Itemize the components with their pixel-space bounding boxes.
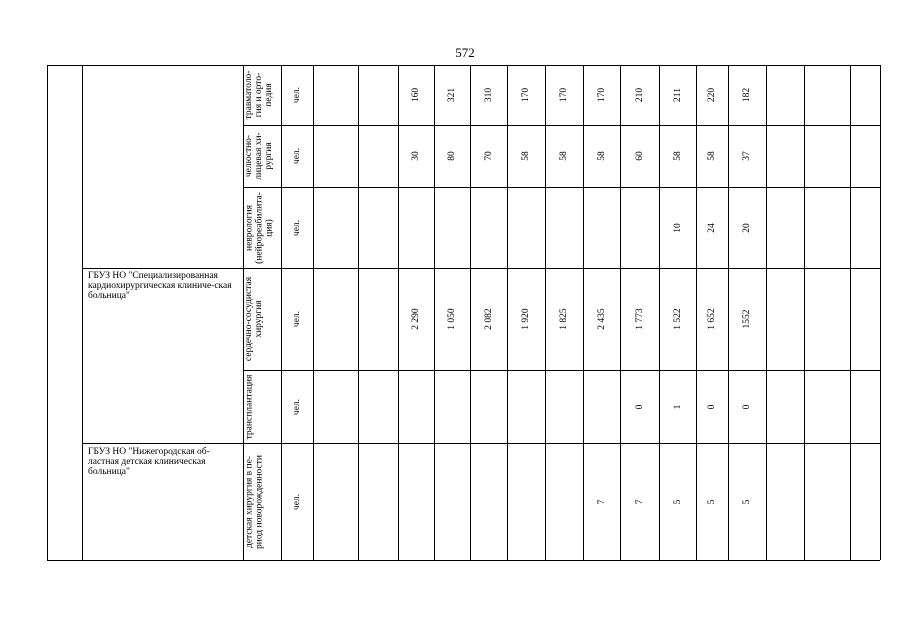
table-cell: 58 <box>521 151 531 161</box>
row-separator <box>82 268 880 269</box>
table-cell: 58 <box>559 151 569 161</box>
table-cell: 220 <box>707 87 717 103</box>
table-cell: 5 <box>707 499 717 504</box>
table-cell: 10 <box>672 222 683 233</box>
table-cell: 0 <box>634 404 645 409</box>
column-line <box>398 65 399 560</box>
profile-label: трансплантация <box>244 374 254 439</box>
profile-label: неврология (нейрореабилита-ция) <box>244 191 274 264</box>
column-line <box>434 65 435 560</box>
table-cell: 321 <box>447 87 457 103</box>
column-line <box>507 65 508 560</box>
profile-label: детская хирургия в пе-риод новорожденности <box>244 454 264 549</box>
column-line <box>804 65 805 560</box>
table-cell: 7 <box>596 499 607 504</box>
unit-label: чел. <box>292 219 302 236</box>
row-separator <box>82 443 880 444</box>
table-border-bottom <box>47 560 880 561</box>
table-cell: 1552 <box>742 309 752 329</box>
table-cell: 24 <box>707 222 717 233</box>
column-line <box>728 65 729 560</box>
table-cell: 1 050 <box>447 308 457 330</box>
unit-label: чел. <box>292 147 302 165</box>
table-cell: 1 825 <box>559 308 569 330</box>
table-cell: 170 <box>521 87 531 103</box>
table-cell: 1 773 <box>634 308 645 330</box>
unit-label: чел. <box>292 493 302 510</box>
column-line <box>620 65 621 560</box>
column-line <box>696 65 697 560</box>
table-cell: 80 <box>447 151 457 161</box>
table-cell: 1 652 <box>707 308 717 330</box>
institution-name: ГБУЗ НО "Специализированная кардиохирургическая клиниче-ская больница" <box>88 271 232 301</box>
table-cell: 310 <box>483 87 494 103</box>
table-cell: 1 <box>672 404 683 409</box>
table-cell: 170 <box>596 87 607 103</box>
profile-label: челюстно-лицевая хи-рургия <box>244 132 274 180</box>
table-cell: 7 <box>634 499 645 504</box>
table-cell: 1 920 <box>521 308 531 330</box>
column-line <box>470 65 471 560</box>
table-cell: 0 <box>707 404 717 409</box>
table-cell: 30 <box>411 151 421 161</box>
page-number: 572 <box>455 45 475 60</box>
table-cell: 2 435 <box>596 308 607 330</box>
table-cell: 60 <box>634 151 645 161</box>
profile-label: травматоло-гия и орто-педия <box>244 70 274 120</box>
unit-label: чел. <box>292 86 302 104</box>
table-border-top <box>47 65 880 66</box>
column-line <box>766 65 767 560</box>
table-cell: 182 <box>742 87 752 103</box>
unit-label: чел. <box>292 310 302 328</box>
table-cell: 5 <box>672 499 683 504</box>
table-cell: 170 <box>559 87 569 103</box>
column-line <box>281 65 282 560</box>
column-line <box>583 65 584 560</box>
table-cell: 1 522 <box>672 308 683 330</box>
table-cell: 160 <box>411 87 421 103</box>
unit-label: чел. <box>292 398 302 415</box>
table-cell: 70 <box>483 151 494 161</box>
table-cell: 2 290 <box>411 308 421 330</box>
table-cell: 211 <box>672 88 683 102</box>
table-cell: 5 <box>742 499 752 504</box>
column-line <box>850 65 851 560</box>
column-line <box>545 65 546 560</box>
institution-name: ГБУЗ НО "Нижегородская об-ластная детская клиническая больница" <box>88 447 210 477</box>
table-cell: 37 <box>742 151 752 161</box>
table-cell: 58 <box>672 151 683 161</box>
row-separator <box>243 187 880 188</box>
column-line <box>82 65 83 560</box>
column-line <box>313 65 314 560</box>
table-cell: 210 <box>634 87 645 103</box>
table-cell: 58 <box>707 151 717 161</box>
column-line <box>659 65 660 560</box>
column-line <box>880 65 881 560</box>
column-line <box>358 65 359 560</box>
table-cell: 20 <box>742 222 752 233</box>
row-separator <box>243 370 880 371</box>
table-cell: 58 <box>596 151 607 161</box>
table-cell: 2 082 <box>483 308 494 330</box>
table-cell: 0 <box>742 404 752 409</box>
column-line <box>47 65 48 560</box>
profile-label: сердечно-сосудистая хирургия <box>244 276 264 362</box>
